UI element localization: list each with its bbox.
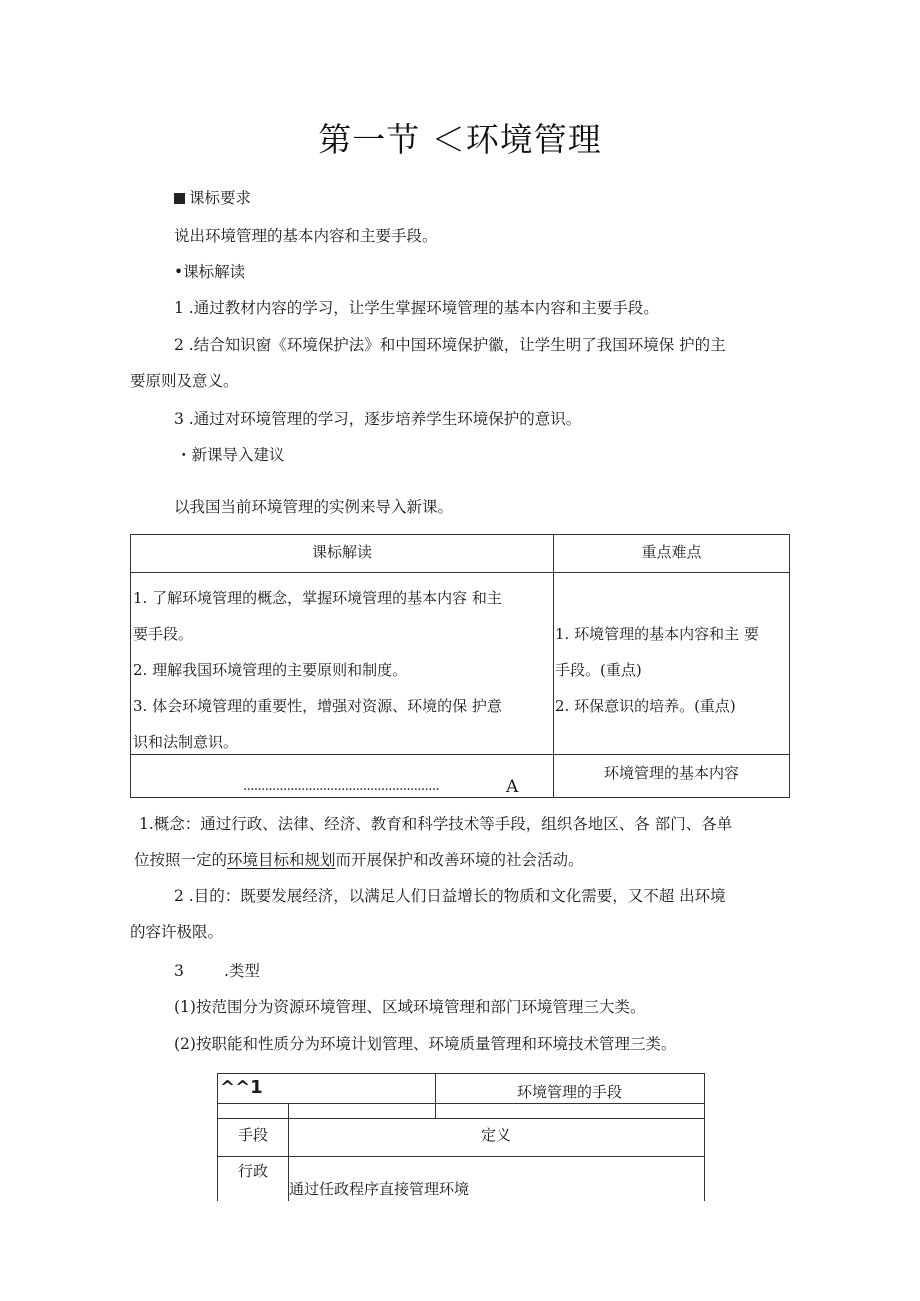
type-label: .类型 bbox=[224, 962, 260, 980]
table-right-line: 2. 环保意识的培养。(重点) bbox=[555, 697, 736, 715]
table-divider bbox=[553, 535, 554, 797]
purpose-line-2: 的容许极限。 bbox=[130, 923, 224, 941]
page-title: 第一节 ＜环境管理 bbox=[318, 120, 602, 159]
kbyq-text: 说出环境管理的基本内容和主要手段。 bbox=[174, 227, 438, 245]
table-divider bbox=[218, 1118, 704, 1119]
table-left-line: 3. 体会环境管理的重要性，增强对资源、环境的保 护意 bbox=[133, 697, 502, 715]
kbjd-item-2b: 要原则及意义。 bbox=[130, 372, 239, 390]
means-row-definition: 通过任政程序直接管理环境 bbox=[289, 1180, 470, 1198]
table-divider bbox=[131, 572, 789, 573]
purpose-line-1: 2 .目的：既要发展经济，以满足人们日益增长的物质和文化需要，又不超 出环境 bbox=[174, 887, 726, 905]
table-header-right: 重点难点 bbox=[641, 543, 702, 561]
table-right-line: 1. 环境管理的基本内容和主 要 bbox=[555, 625, 759, 643]
table-footer-mark: A bbox=[506, 777, 519, 797]
square-bullet-icon bbox=[174, 193, 185, 204]
means-table-header: 环境管理的手段 bbox=[516, 1083, 622, 1101]
section-kbyq-heading: 课标要求 bbox=[174, 188, 251, 208]
means-col-header: 手段 bbox=[237, 1126, 268, 1144]
concept-underlined-term: 环境目标和规划 bbox=[227, 851, 336, 869]
objectives-table bbox=[130, 534, 790, 798]
table-corner-mark: ^^1 bbox=[220, 1077, 263, 1098]
table-footer-right: 环境管理的基本内容 bbox=[603, 764, 739, 782]
means-table bbox=[217, 1073, 705, 1201]
xkdr-text: 以我国当前环境管理的实例来导入新课。 bbox=[174, 498, 454, 516]
table-right-line: 手段。(重点) bbox=[555, 661, 642, 679]
section-kbjd-heading: •课标解读 bbox=[174, 263, 246, 281]
table-left-line: 识和法制意识。 bbox=[133, 733, 239, 751]
type-item-2: (2)按职能和性质分为环境计划管理、环境质量管理和环境技术管理三类。 bbox=[174, 1035, 677, 1053]
section-xkdr-heading: ・新课导入建议 bbox=[176, 446, 285, 464]
type-item-1: (1)按范围分为资源环境管理、区域环境管理和部门环境管理三大类。 bbox=[174, 998, 646, 1016]
definition-col-header: 定义 bbox=[480, 1126, 511, 1144]
means-row-administrative: 行政 bbox=[237, 1162, 268, 1180]
table-divider bbox=[131, 754, 789, 755]
kbjd-item-1: 1 .通过教材内容的学习，让学生掌握环境管理的基本内容和主要手段。 bbox=[174, 299, 659, 317]
kbjd-item-3: 3 .通过对环境管理的学习，逐步培养学生环境保护的意识。 bbox=[174, 410, 582, 428]
concept-line-1: 1.概念：通过行政、法律、经济、教育和科学技术等手段，组织各地区、各 部门、各单 bbox=[139, 815, 733, 833]
table-left-line: 要手段。 bbox=[133, 625, 194, 643]
kbjd-item-2a: 2 .结合知识窗《环境保护法》和中国环境保护徽，让学生明了我国环境保 护的主 bbox=[174, 336, 726, 354]
table-left-line: 2. 理解我国环境管理的主要原则和制度。 bbox=[133, 661, 408, 679]
table-header-left: 课标解读 bbox=[311, 543, 372, 561]
table-left-line: 1. 了解环境管理的概念，掌握环境管理的基本内容 和主 bbox=[133, 589, 502, 607]
table-footer-dots: ...................................................... bbox=[243, 779, 440, 794]
concept-line-2: 位按照一定的环境目标和规划而开展保护和改善环境的社会活动。 bbox=[134, 851, 584, 869]
type-number: 3 bbox=[174, 962, 184, 980]
table-divider bbox=[218, 1103, 704, 1104]
table-divider bbox=[218, 1156, 704, 1157]
